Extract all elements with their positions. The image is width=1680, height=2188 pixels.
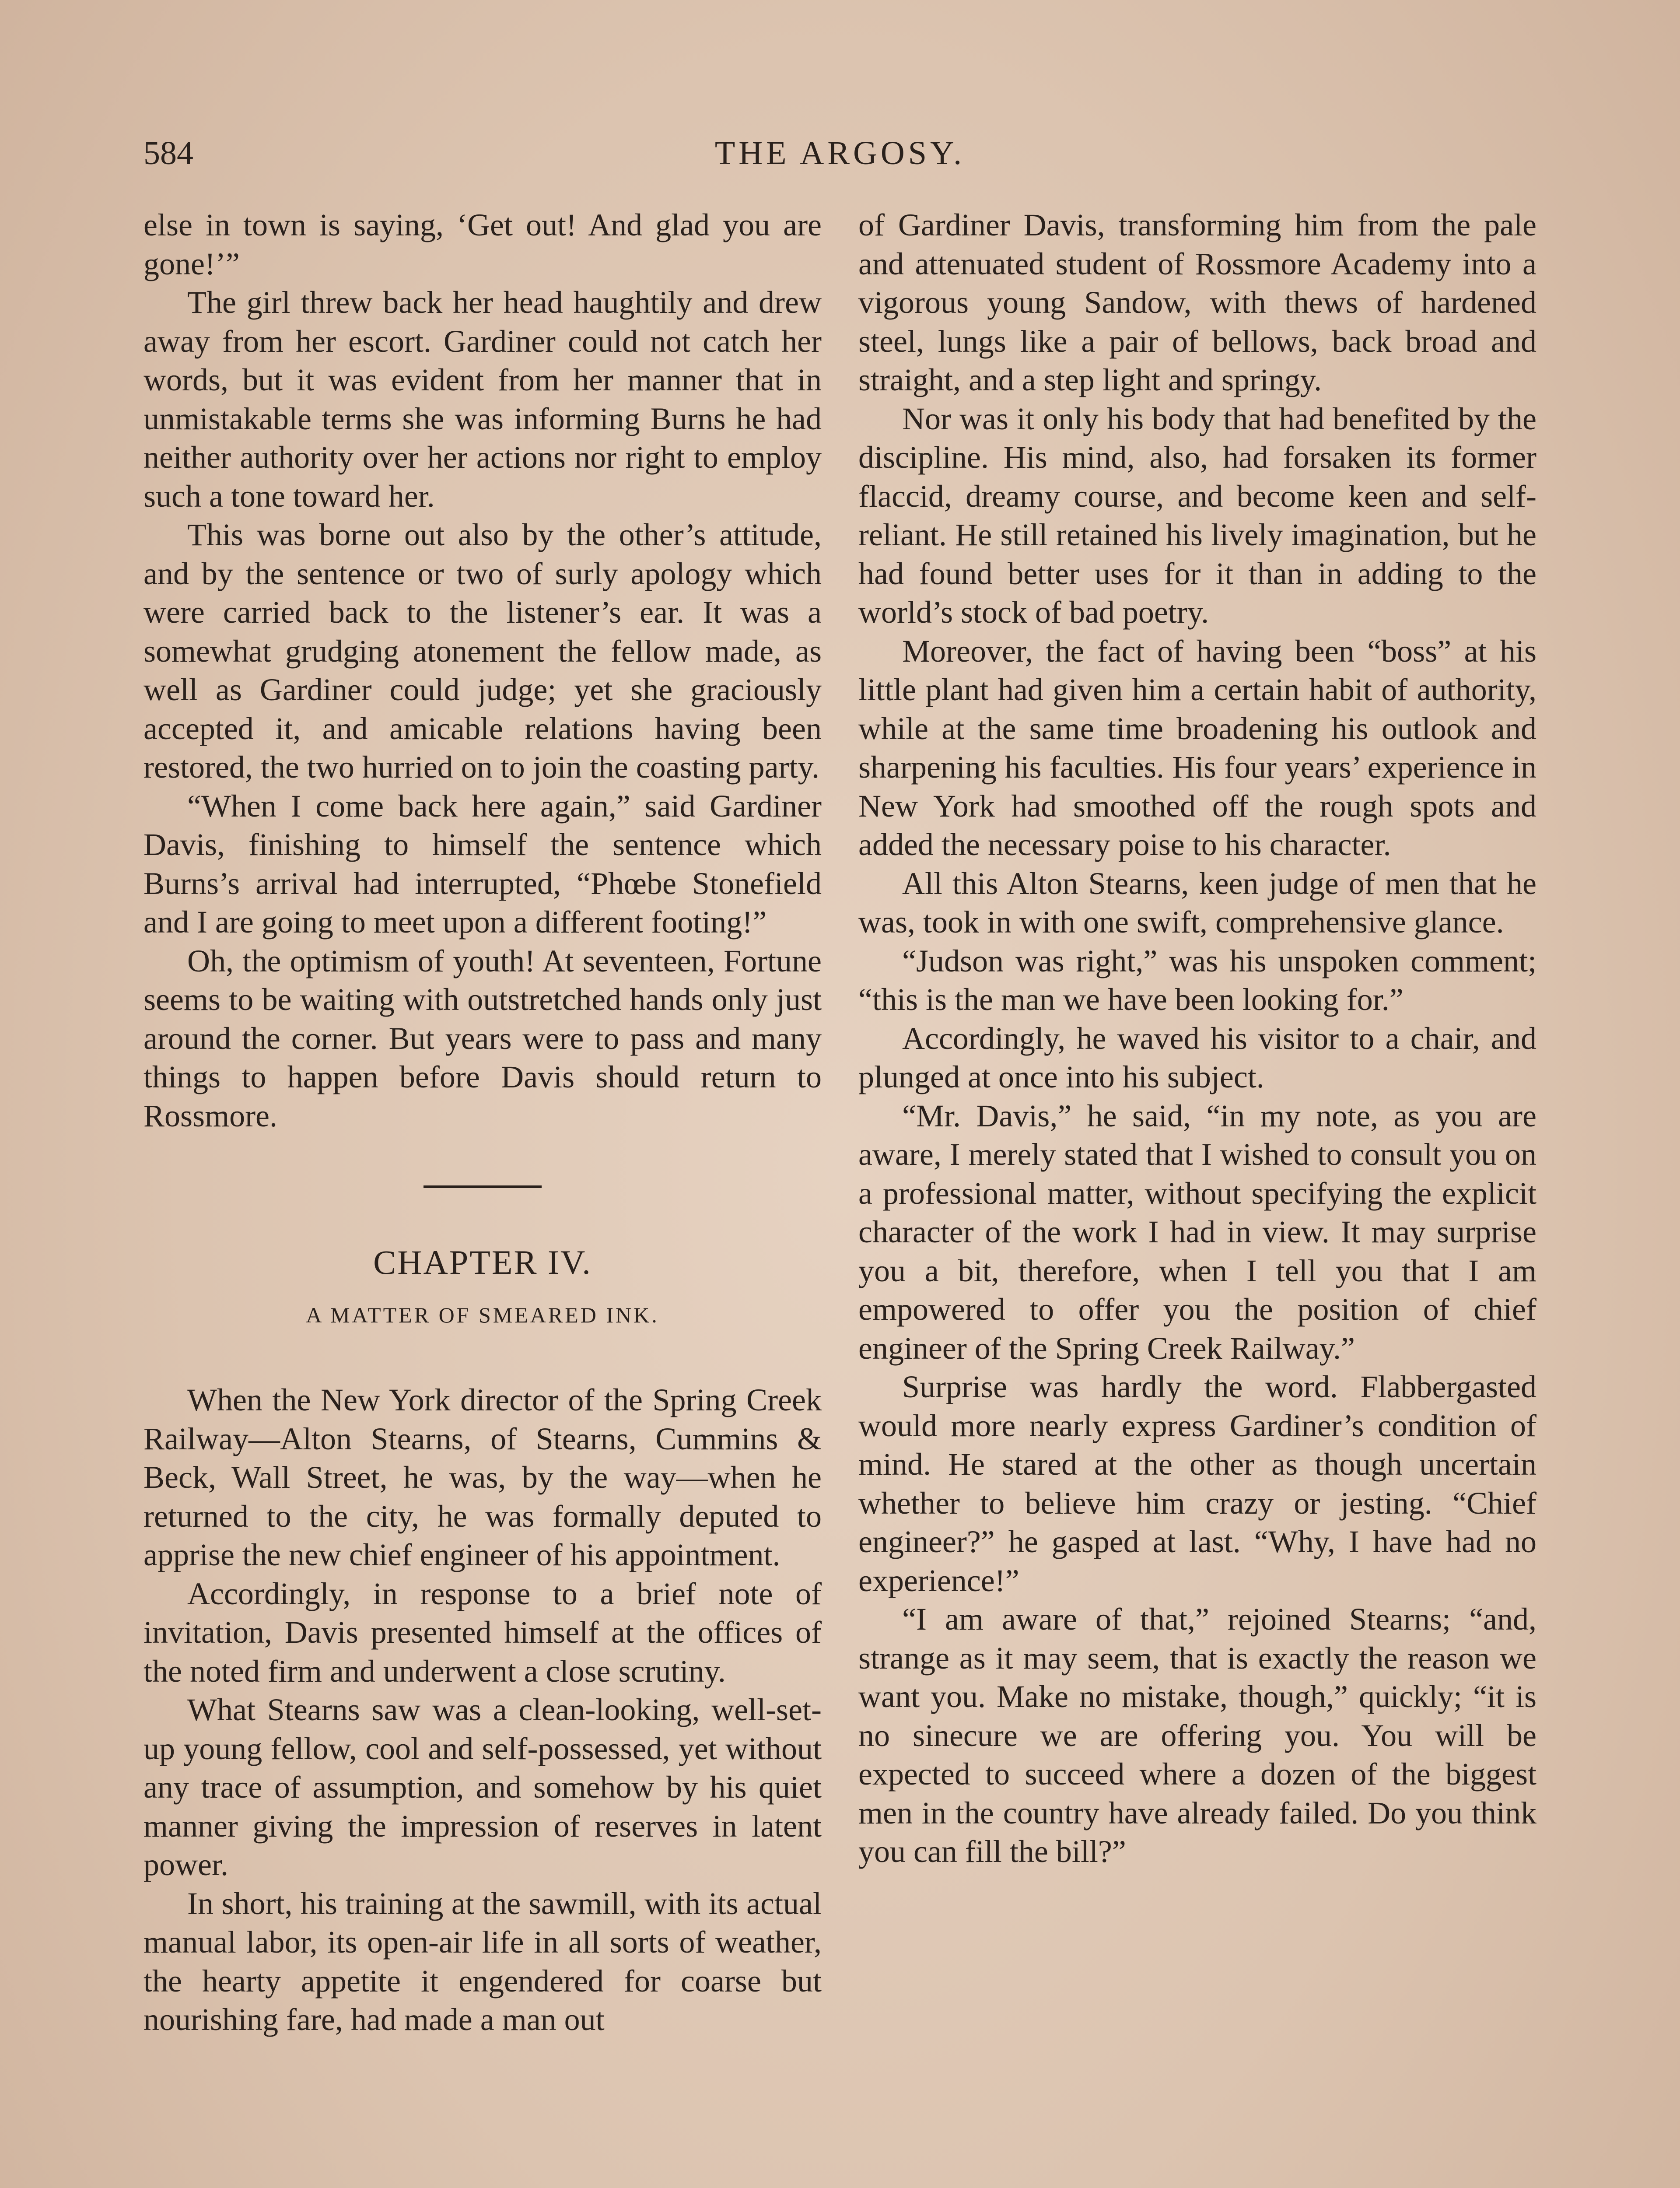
paragraph: In short, his training at the sawmill, with its actual manual labor, its open-air life in all sorts of weather, the hearty appetite it engendered for coarse but nourishing fare, had made a man out <box>144 1886 822 2037</box>
section-divider <box>424 1185 542 1188</box>
paragraph: Nor was it only his body that had benefited by the discipline. His mind, also, had forsaken its former flaccid, dreamy course, and become keen and self-reliant. He still retained his lively imagination, but he had found better uses for it than in adding to the world’s stock of bad poetry. <box>858 401 1536 630</box>
paragraph: Accordingly, he waved his visitor to a chair, and plunged at once into his subject. <box>858 1020 1536 1094</box>
paragraph: What Stearns saw was a clean-looking, well-set-up young fellow, cool and self-possessed, yet without any trace of assumption, and somehow by his quiet manner giving the impression of reserves in latent power. <box>144 1692 822 1882</box>
right-column <box>858 206 1536 2188</box>
page-header <box>144 131 1536 175</box>
page-number: 584 <box>144 135 193 172</box>
paragraph: Moreover, the fact of having been “boss” at his little plant had given him a certain habit of authority, while at the same time broadening his outlook and sharpening his faculties. His four years’ experience in New York had smoothed off the rough spots and added the necessary poise to his character. <box>858 633 1536 862</box>
paragraph: When the New York director of the Spring Creek Railway—Alton Stearns, of Stearns, Cummins & Beck, Wall Street, he was, by the way—when he returned to the city, he was formally deputed to apprise the new chief engineer of his appointment. <box>144 1382 822 1572</box>
chapter-subtitle: A MATTER OF SMEARED INK. <box>306 1303 659 1327</box>
paragraph: The girl threw back her head haughtily and drew away from her escort. Gardiner could not catch her words, but it was evident from her manner that in unmistakable terms she was informing Burns he had neither authority over her actions nor right to employ such a tone toward her. <box>144 285 822 514</box>
left-column <box>144 206 822 2188</box>
paragraph: “Judson was right,” was his unspoken comment; “this is the man we have been looking for.” <box>858 943 1536 1017</box>
continued-paragraph: else in town is saying, ‘Get out! And glad you are gone!’” <box>144 207 822 281</box>
chapter-title: CHAPTER IV. <box>373 1243 592 1281</box>
paragraph: “I am aware of that,” rejoined Stearns; “and, strange as it may seem, that is exactly the reason we want you. Make no mistake, though,” quickly; “it is no sinecure we are offering you. You will be expected to succeed where a dozen of the biggest men in the country have already failed. Do you think you can fill the bill?” <box>858 1602 1536 1869</box>
paragraph: Accordingly, in response to a brief note of invitation, Davis presented himself at the offices of the noted firm and underwent a close scrutiny. <box>144 1576 822 1689</box>
continued-paragraph: of Gardiner Davis, transforming him from the pale and attenuated student of Rossmore Academy into a vigorous young Sandow, with thews of hardened steel, lungs like a pair of bellows, back broad and straight, and a step light and springy. <box>858 207 1536 397</box>
paragraph: All this Alton Stearns, keen judge of men that he was, took in with one swift, comprehensive glance. <box>858 866 1536 940</box>
running-title: THE ARGOSY. <box>714 135 966 172</box>
paragraph: Surprise was hardly the word. Flabbergasted would more nearly express Gardiner’s condition of mind. He stared at the other as though uncertain whether to believe him crazy or jesting. “Chief engineer?” he gasped at last. “Why, I have had no experience!” <box>858 1369 1536 1598</box>
paragraph: “When I come back here again,” said Gardiner Davis, finishing to himself the sentence which Burns’s arrival had interrupted, “Phœbe Stonefield and I are going to meet upon a different footing!” <box>144 788 822 940</box>
paragraph: This was borne out also by the other’s attitude, and by the sentence or two of surly apology which were carried back to the listener’s ear. It was a somewhat grudging atonement the fellow made, as well as Gardiner could judge; yet she graciously accepted it, and amicable relations having been restored, the two hurried on to join the coasting party. <box>144 517 822 785</box>
paragraph: Oh, the optimism of youth! At seventeen, Fortune seems to be waiting with outstretched hands only just around the corner. But years were to pass and many things to happen before Davis should return to Rossmore. <box>144 943 822 1133</box>
paragraph: “Mr. Davis,” he said, “in my note, as you are aware, I merely stated that I wished to consult you on a professional matter, without specifying the explicit character of the work I had in view. It may surprise you a bit, therefore, when I tell you that I am empowered to offer you the position of chief engineer of the Spring Creek Railway.” <box>858 1098 1536 1366</box>
